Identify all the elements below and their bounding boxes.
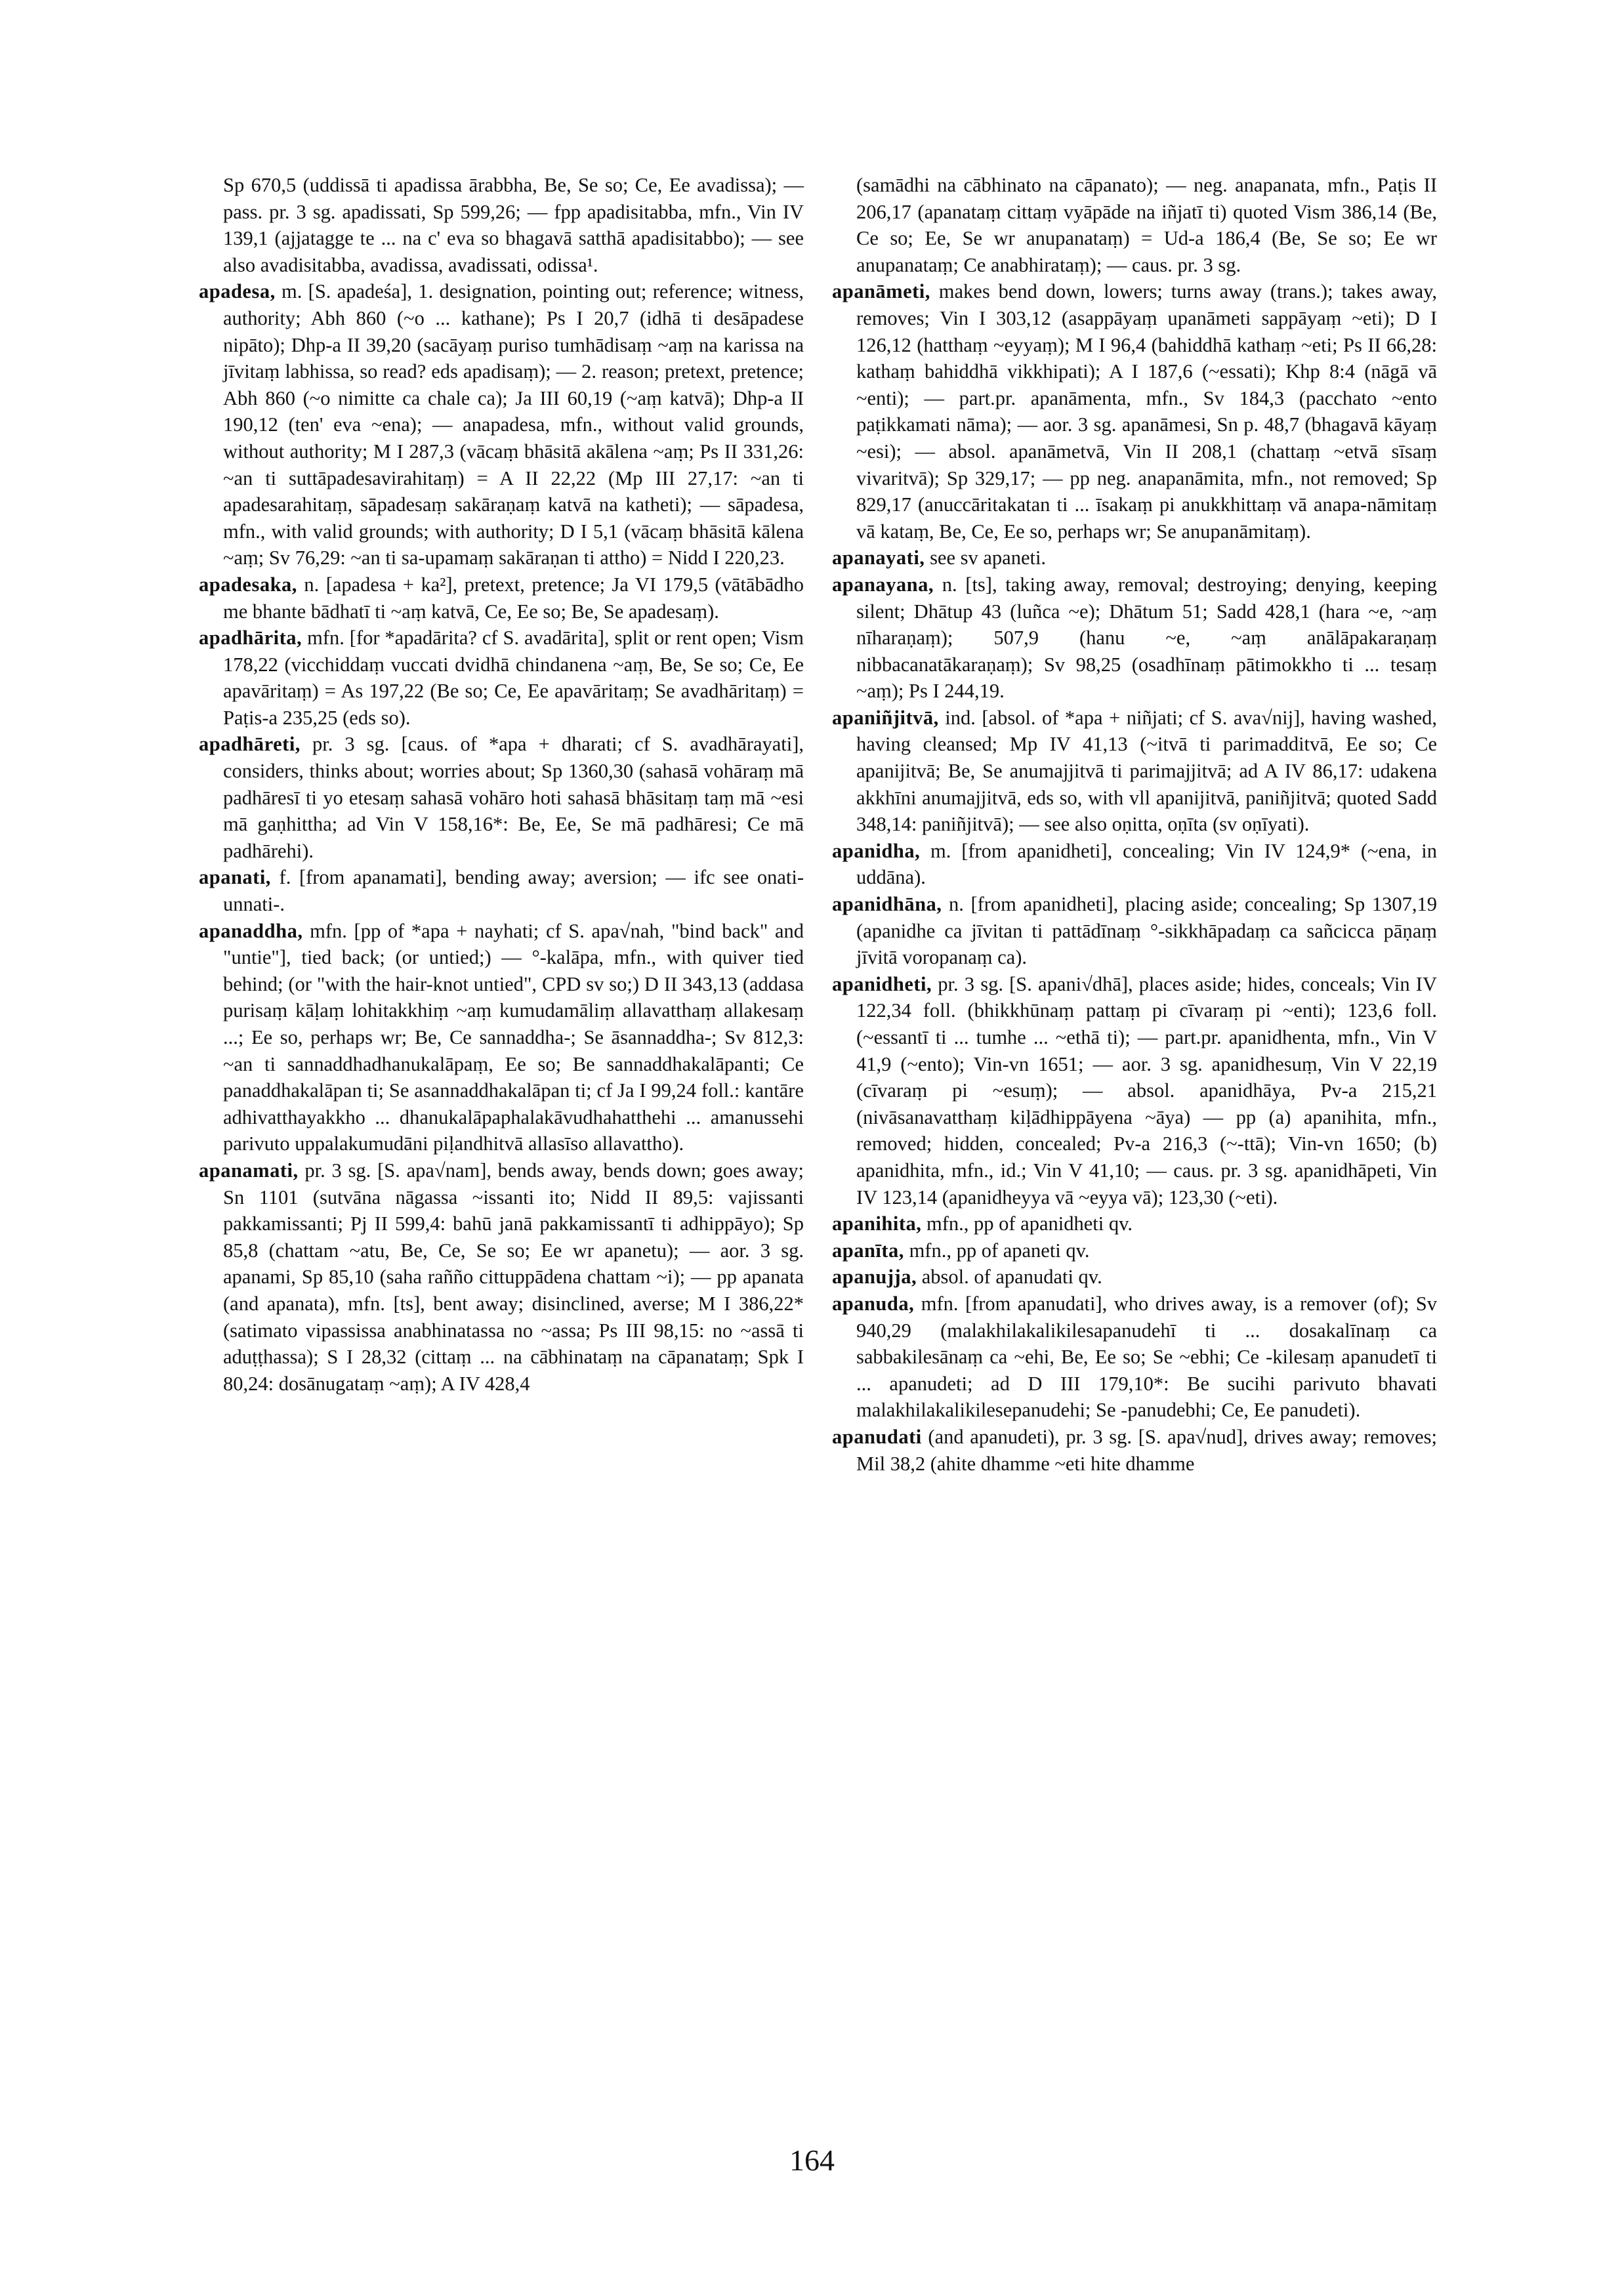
dictionary-entry xyxy=(199,625,804,731)
entry-text: pr. 3 sg. [S. apa√nam], bends away, bends down; goes away; Sn 1101 (sutvāna nāgassa ~issanti ito; Nidd II 89,5: vajissanti pakkamissanti; Pj II 599,4: bahū janā pakkamissantī ti adhippāyo); Sp 85,8 (chattam ~atu, Be, Ce, Se so; Ee wr apanetu); — aor. 3 sg. apanami, Sp 85,10 (saha rañño cittuppādena chattam ~i); — pp apanata (and apanata), mfn. [ts], bent away; disinclined, averse; M I 386,22* (satimato vipassissa anabhinatassa no ~assa; Ps III 98,15: no ~assā ti aduṭṭhassa); S I 28,32 (cittaṃ ... na cābhinataṃ na cāpanataṃ; Spk I 80,24: dosānugataṃ ~aṃ); A IV 428,4 xyxy=(223,1159,804,1395)
dictionary-entry xyxy=(832,705,1437,838)
entry-headword: apanamati, xyxy=(199,1159,299,1182)
dictionary-entry xyxy=(832,891,1437,971)
left-column xyxy=(199,172,804,1397)
dictionary-entry xyxy=(199,571,804,625)
dictionary-entry xyxy=(832,278,1437,545)
dictionary-entry xyxy=(832,838,1437,891)
entry-text: n. [from apanidheti], placing aside; concealing; Sp 1307,19 (apanidhe ca jīvitan ti pattādīnaṃ °-sikkhāpadaṃ ca sañcicca pāṇaṃ jīvitā voropanaṃ ca). xyxy=(856,893,1437,969)
entry-text: (samādhi na cābhinato na cāpanato); — neg. anapanata, mfn., Paṭis II 206,17 (apanataṃ cittaṃ vyāpāde na iñjatī ti) quoted Vism 386,14 (Be, Ce so; Ee, Se wr anupanataṃ) = Ud-a 186,4 (Be, Se so; Ee wr anupanataṃ; Ce anabhirataṃ); — caus. pr. 3 sg. xyxy=(856,174,1437,276)
entry-text: pr. 3 sg. [S. apani√dhā], places aside; hides, conceals; Vin IV 122,34 foll. (bhikkhūnaṃ pattaṃ pi cīvaraṃ pi ~enti); 123,6 foll. (~essantī ti ... tumhe ... ~ethā ti); — part.pr. apanidhenta, mfn., Vin V 41,9 (~ento); Vin-vn 1651; — aor. 3 sg. apanidhesuṃ, Vin V 22,19 (cīvaraṃ pi ~esuṃ); — absol. apanidhāya, Pv-a 215,21 (nivāsanavatthaṃ kiḷādhippāyena ~āya) — pp (a) apanihita, mfn., removed; hidden, concealed; Pv-a 216,3 (~-ttā); Vin-vn 1650; (b) apanidhita, mfn., id.; Vin V 41,10; — caus. pr. 3 sg. apanidhāpeti, Vin IV 123,14 (apanidheyya vā ~eyya vā); 123,30 (~eti). xyxy=(856,972,1437,1209)
entry-headword: apanayati, xyxy=(832,547,925,569)
entry-headword: apanidha, xyxy=(832,839,921,862)
entry-headword: apadhāreti, xyxy=(199,733,301,756)
entry-headword: apanīta, xyxy=(832,1239,904,1262)
entry-headword: apadesaka, xyxy=(199,573,297,596)
dictionary-entry xyxy=(832,545,1437,571)
entry-text: see sv apaneti. xyxy=(930,547,1047,569)
dictionary-entry xyxy=(832,1237,1437,1264)
entry-text: mfn., pp of apaneti qv. xyxy=(909,1239,1090,1262)
entry-headword: apanuda, xyxy=(832,1292,915,1315)
entry-text: pr. 3 sg. [caus. of *apa + dharati; cf S. avadhārayati], considers, thinks about; worries about; Sp 1360,30 (sahasā vohāraṃ mā padhāresī ti yo etesaṃ sahasā vohāro hoti sahasā bhāsitaṃ taṃ mā ~esi mā gaṇhittha; ad Vin V 158,16*: Be, Ee, Se mā padhāresi; Ce mā padhārehi). xyxy=(223,733,804,862)
entry-text: m. [S. apadeśa], 1. designation, pointing out; reference; witness, authority; Abh 860 (~o ... kathane); Ps I 20,7 (idhā ti desāpadese nipāto); Dhp-a II 39,20 (sacāyaṃ puriso tumhādisaṃ ~aṃ na karissa na jīvitaṃ labhissa, so read? eds apadisaṃ); — 2. reason; pretext, pretence; Abh 860 (~o nimitte ca chale ca); Ja III 60,19 (~aṃ katvā); Dhp-a II 190,12 (ten' eva ~ena); — anapadesa, mfn., without valid grounds, without authority; M I 287,3 (vācaṃ bhāsitā akālena ~aṃ; Ps II 331,26: ~an ti suttāpadesavirahitaṃ) = A II 22,22 (Mp III 27,17: ~an ti apadesarahitaṃ, sāpadesaṃ sakāraṇaṃ katvā na katheti); — sāpadesa, mfn., with valid grounds; with authority; D I 5,1 (vācaṃ bhāsitā kālena ~aṃ; Sv 76,29: ~an ti sa-upamaṃ sakāraṇan ti attho) = Nidd I 220,23. xyxy=(223,280,804,569)
dictionary-entry xyxy=(199,918,804,1157)
dictionary-entry xyxy=(199,864,804,917)
entry-headword: apanidheti, xyxy=(832,972,932,995)
entry-text: mfn. [from apanudati], who drives away, is a remover (of); Sv 940,29 (malakhilakalikilesapanudehī ti ... dosakalīnaṃ ca sabbakilesānaṃ ca ~ehi, Be, Ee so; Se ~ebhi; Ce -kilesaṃ apanudetī ti ... apanudeti; ad D III 179,10*: Be sucihi parivuto bhavati malakhilakalikilesepanudehi; Se -panudebhi; Ce, Ee panudeti). xyxy=(856,1292,1438,1422)
entry-headword: apanati, xyxy=(199,866,271,889)
entry-text: ind. [absol. of *apa + niñjati; cf S. ava√nij], having washed, having cleansed; Mp IV 41,13 (~itvā ti parimadditvā, Ee so; Ce apanijitvā; Be, Se anumajjitvā ti parimajjitvā; ad A IV 86,17: udakena akkhīni anumajjitvā, eds so, with vll apanijitvā, paniñjitvā; quoted Sadd 348,14: paniñjitvā); — see also oṇitta, oṇīta (sv oṇīyati). xyxy=(856,706,1437,836)
entry-headword: apanayana, xyxy=(832,573,934,596)
dictionary-entry xyxy=(856,172,1437,278)
dictionary-entry xyxy=(199,278,804,571)
entry-headword: apanidhāna, xyxy=(832,893,942,916)
dictionary-entry xyxy=(199,1157,804,1397)
entry-text: Sp 670,5 (uddissā ti apadissa ārabbha, Be, Se so; Ce, Ee avadissa); — pass. pr. 3 sg. apadissati, Sp 599,26; — fpp apadisitabba, mfn., Vin IV 139,1 (ajjatagge te ... na c' eva so bhagavā satthā apadisitabbo); — see also avadisitabba, avadissa, avadissati, odissa¹. xyxy=(223,174,804,276)
entry-text: n. [apadesa + ka²], pretext, pretence; Ja VI 179,5 (vātābādho me bhante bādhatī ti ~aṃ katvā, Ce, Ee so; Be, Se apadesaṃ). xyxy=(223,573,804,623)
dictionary-entry xyxy=(832,1291,1438,1424)
dictionary-entry xyxy=(832,571,1438,705)
dictionary-entry xyxy=(832,971,1437,1210)
entry-text: n. [ts], taking away, removal; destroying; denying, keeping silent; Dhātup 43 (luñca ~e); Dhātum 51; Sadd 428,1 (hara ~e, ~aṃ nīharaṇaṃ); 507,9 (hanu ~e, ~aṃ anālāpakaraṇaṃ nibbacanatākaraṇaṃ); Sv 98,25 (osadhīnaṃ pātimokkho ti ... tesaṃ ~aṃ); Ps I 244,19. xyxy=(856,573,1438,703)
entry-text: mfn. [for *apadārita? cf S. avadārita], split or rent open; Vism 178,22 (vicchiddaṃ vuccati dvidhā chindanena ~aṃ, Be, Se so; Ce, Ee apavāritaṃ) = As 197,22 (Be so; Ce, Ee apavāritaṃ; Se avadhāritaṃ) = Paṭis-a 235,25 (eds so). xyxy=(223,627,804,729)
entry-text: (and apanudeti), pr. 3 sg. [S. apa√nud], drives away; removes; Mil 38,2 (ahite dhamme ~eti hite dhamme xyxy=(856,1425,1437,1475)
dictionary-entry xyxy=(832,1424,1437,1477)
entry-headword: apadhārita, xyxy=(199,627,302,650)
dictionary-entry xyxy=(199,731,804,864)
entry-headword: apanaddha, xyxy=(199,919,303,942)
entry-headword: apaniñjitvā, xyxy=(832,706,939,729)
entry-headword: apanāmeti, xyxy=(832,280,930,303)
entry-text: f. [from apanamati], bending away; aversion; — ifc see onati-unnati-. xyxy=(223,866,804,916)
entry-text: makes bend down, lowers; turns away (trans.); takes away, removes; Vin I 303,12 (asappāyaṃ upanāmeti sappāyaṃ ~eti); D I 126,12 (hatthaṃ ~eyyaṃ); M I 96,4 (bahiddhā kathaṃ ~eti; Ps II 66,28: kathaṃ bahiddhā vikkhipati); A I 187,6 (~essati); Khp 8:4 (nāgā vā ~enti); — part.pr. apanāmenta, mfn., Sv 184,3 (pacchato ~ento paṭikkamati nāma); — aor. 3 sg. apanāmesi, Sn p. 48,7 (bhagavā kāyaṃ ~esi); — absol. apanāmetvā, Vin II 208,1 (chattaṃ ~etvā sīsaṃ vivaritvā); Sp 329,17; — pp neg. anapanāmita, mfn., not removed; Sp 829,17 (anuccāritakatan ti ... īsakaṃ pi anukkhittaṃ vā anapa-nāmitaṃ vā kataṃ, Be, Ce, Ee so, perhaps wr; Se anupanāmitaṃ). xyxy=(856,280,1437,543)
entry-headword: apanudati xyxy=(832,1425,922,1448)
dictionary-entry xyxy=(832,1210,1437,1237)
entry-text: m. [from apanidheti], concealing; Vin IV 124,9* (~ena, in uddāna). xyxy=(856,839,1437,889)
page-number: 164 xyxy=(789,2143,835,2177)
entry-headword: apanihita, xyxy=(832,1212,922,1235)
dictionary-entry xyxy=(223,172,804,278)
dictionary-entry xyxy=(832,1264,1437,1291)
entry-text: mfn. [pp of *apa + nayhati; cf S. apa√nah, "bind back" and "untie"], tied back; (or untied;) — °-kalāpa, mfn., with quiver tied behind; (or "with the hair-knot untied", CPD sv so;) D II 343,13 (addasa purisaṃ kāḷaṃ lohitakkhiṃ ~aṃ kumudamāliṃ allavatthaṃ allakesaṃ ...; Ee so, perhaps wr; Be, Ce sannaddha-; Se āsannaddha-; Sv 812,3: ~an ti sannaddhadhanukalāpaṃ, Ee so; Be sannaddhakalāpanti; Ce panaddhakalāpan ti; Se asannaddhakalāpan ti; cf Ja I 99,24 foll.: kantāre adhivatthayakkho ... dhanukalāpaphalakāvudhahatthehi ... amanussehi parivuto uppalakumudāni piḷandhitvā allasīso allavattho). xyxy=(223,919,804,1155)
entry-text: mfn., pp of apanidheti qv. xyxy=(927,1212,1133,1235)
entry-headword: apadesa, xyxy=(199,280,276,303)
entry-text: absol. of apanudati qv. xyxy=(921,1266,1102,1289)
right-column xyxy=(832,172,1437,1477)
entry-headword: apanujja, xyxy=(832,1266,917,1289)
